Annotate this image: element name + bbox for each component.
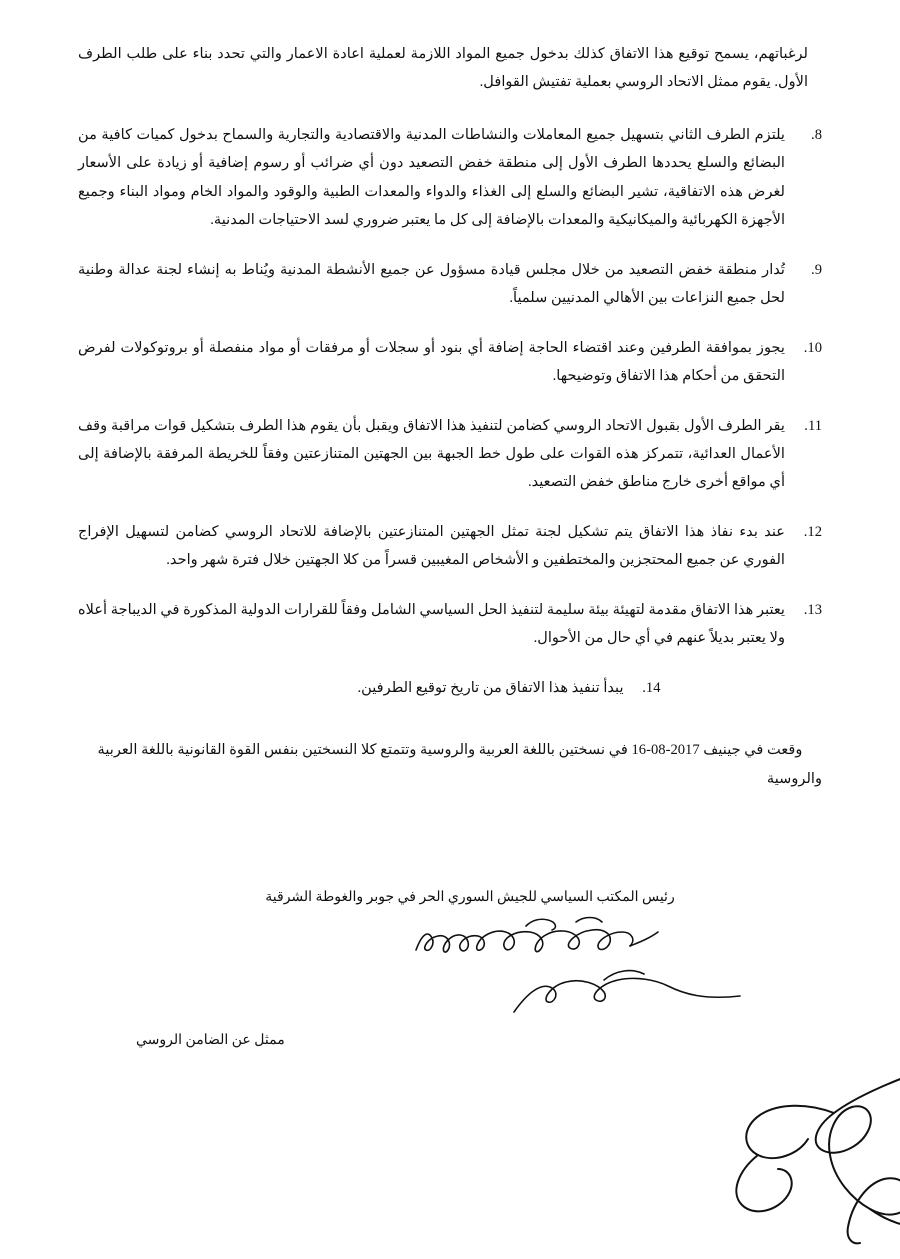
clause-8-number: 8. bbox=[811, 126, 822, 143]
clause-11-text: يقر الطرف الأول بقبول الاتحاد الروسي كضامن لتنفيذ هذا الاتفاق ويقبل بأن يقوم هذا الطرف بتشكيل قوات مراقبة وقف الأعمال العدائية، تتمركز هذه القوات على طول خط الجبهة بين الجهتين المتنازعتين وفقاً للخريطة المرفقة بالإضافة إلى أي مواقع أخرى خارج مناطق خفض التصعيد. bbox=[78, 417, 785, 491]
signatory-1-signature bbox=[78, 906, 822, 1026]
clause-12-number: 12. bbox=[803, 523, 822, 540]
signature-block bbox=[78, 889, 822, 1259]
clause-10-text: يجوز بموافقة الطرفين وعند اقتضاء الحاجة إضافة أي بنود أو سجلات أو مرفقات أو مواد منفصلة أو بروتوكولات لفرض التحقق من أحكام هذا الاتفاق وتوضيحها. bbox=[78, 339, 785, 385]
signatory-2-title: ممثل عن الضامن الروسي bbox=[136, 1033, 285, 1049]
clause-8-text: يلتزم الطرف الثاني بتسهيل جميع المعاملات والنشاطات المدنية والاقتصادية والتجارية والسماح بدخول كميات كافية من البضائع والسلع يحددها الطرف الأول إلى منطقة خفض التصعيد دون أي ضرائب أو رسوم إضافية أو زيادة على الأسعار لغرض هذه الاتفاقية، تشير البضائع والسلع إلى الغذاء والدواء والمعدات الطبية والوقود والمواد الخام ومواد البناء وجميع الأجهزة الكهربائية والميكانيكية والمعدات بالإضافة إلى كل ما يعتبر ضروري لسد الاحتياجات المدنية. bbox=[78, 126, 785, 229]
handwritten-signature-icon bbox=[638, 1059, 900, 1249]
clause-11-number: 11. bbox=[804, 417, 822, 434]
clause-14 bbox=[78, 674, 822, 702]
clause-9 bbox=[78, 256, 822, 313]
handwritten-flourish-icon bbox=[508, 962, 768, 1022]
signatory-1-title: رئيس المكتب السياسي للجيش السوري الحر في جوبر والغوطة الشرقية bbox=[265, 890, 675, 906]
clause-14-text: يبدأ تنفيذ هذا الاتفاق من تاريخ توقيع الطرفين. bbox=[357, 679, 624, 696]
clause-13-text: يعتبر هذا الاتفاق مقدمة لتهيئة بيئة سليمة لتنفيذ الحل السياسي الشامل وفقاً للقرارات الدولية المذكورة في الديباجة أعلاه ولا يعتبر بديلاً عنهم في أي حال من الأحوال. bbox=[78, 601, 785, 647]
clause-14-number: 14. bbox=[642, 679, 661, 696]
clause-13-number: 13. bbox=[803, 601, 822, 618]
clause-10 bbox=[78, 334, 822, 391]
clause-8 bbox=[78, 121, 822, 235]
clause-10-number: 10. bbox=[803, 339, 822, 356]
document-body bbox=[78, 40, 822, 793]
closing-line: وقعت في جينيف 2017-08-16 في نسختين باللغة العربية والروسية وتتمتع كلا النسختين بنفس القوة القانونية باللغة العربية والروسية bbox=[97, 742, 822, 787]
clause-13 bbox=[78, 596, 822, 653]
signatory-2-signature bbox=[78, 1049, 822, 1259]
clause-12 bbox=[78, 518, 822, 575]
clause-9-number: 9. bbox=[811, 261, 822, 278]
lead-paragraph: لرغباتهم، يسمح توقيع هذا الاتفاق كذلك بدخول جميع المواد اللازمة لعملية اعادة الاعمار والتي تحدد بناء على طلب الطرف الأول. يقوم ممثل الاتحاد الروسي بعملية تفتيش القوافل. bbox=[78, 46, 808, 91]
clause-11 bbox=[78, 412, 822, 497]
clause-9-text: تُدار منطقة خفض التصعيد من خلال مجلس قيادة مسؤول عن جميع الأنشطة المدنية ويُناط به إنشاء لجنة عدالة وطنية لحل جميع النزاعات بين الأهالي المدنيين سلمياً. bbox=[78, 261, 785, 307]
clause-12-text: عند بدء نفاذ هذا الاتفاق يتم تشكيل لجنة تمثل الجهتين المتنازعتين بالإضافة للاتحاد الروسي كضامن لتسهيل الإفراج الفوري عن جميع المحتجزين والمختطفين و الأشخاص المغيبين قسراً من كلا الجهتين خلال فترة شهر واحد. bbox=[78, 523, 785, 569]
